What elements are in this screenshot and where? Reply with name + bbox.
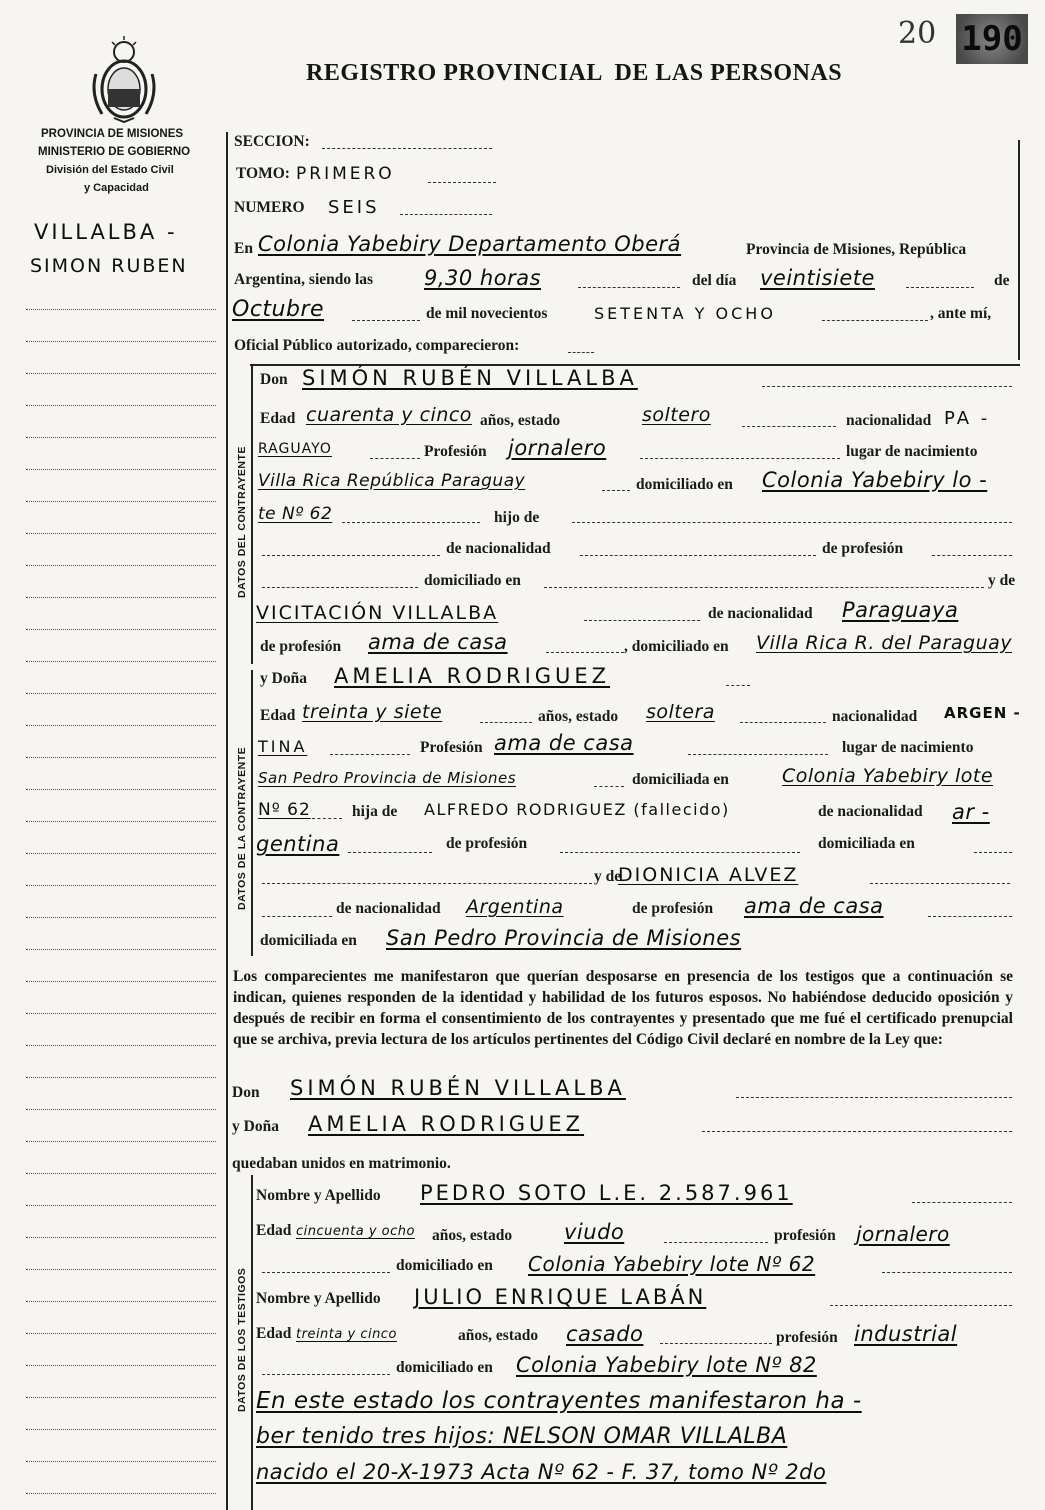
org-line-2: MINISTERIO DE GOBIERNO xyxy=(38,146,191,158)
groom-father-dom-label: domiciliado en xyxy=(424,572,521,589)
bride-address-2: Nº 62 xyxy=(258,800,311,820)
w1-prof-label: profesión xyxy=(774,1227,836,1244)
witness-section-label: DATOS DE LOS TESTIGOS xyxy=(236,1267,248,1412)
groom-address-1: Colonia Yabebiry lo - xyxy=(762,468,988,492)
main-frame-right xyxy=(1018,140,1020,360)
bride-dom-label: domiciliada en xyxy=(632,771,729,788)
w2-prof-label: profesión xyxy=(776,1329,838,1346)
groom-birthplace: Villa Rica República Paraguay xyxy=(258,471,526,491)
groom-nac-1: PA - xyxy=(944,408,991,429)
bride-nac-1: ARGEN - xyxy=(944,704,1021,722)
groom-mother-prof: ama de casa xyxy=(368,630,508,654)
org-line-4: y Capacidad xyxy=(84,182,149,194)
decl-don-label: Don xyxy=(232,1084,260,1101)
groom-mother-name: VICITACIÓN VILLALBA xyxy=(256,602,499,624)
groom-estado: soltero xyxy=(642,404,711,426)
bride-anos-label: años, estado xyxy=(538,708,619,725)
main-frame-left xyxy=(226,132,228,1510)
seccion-label: SECCION: xyxy=(234,133,310,150)
groom-mother-nac-label: de nacionalidad xyxy=(708,605,813,622)
org-line-1: PROVINCIA DE MISIONES xyxy=(41,128,184,140)
w1-dom-label: domiciliado en xyxy=(396,1257,493,1274)
w2-edad-label: Edad xyxy=(256,1325,292,1342)
decl-dona-label: y Doña xyxy=(232,1118,279,1135)
groom-father-nac-label: de nacionalidad xyxy=(446,540,551,557)
de-label: de xyxy=(994,272,1010,289)
groom-name: SIMÓN RUBÉN VILLALBA xyxy=(302,366,638,390)
groom-mother-address: Villa Rica R. del Paraguay xyxy=(756,632,1013,654)
groom-nac-label: nacionalidad xyxy=(846,412,932,429)
bride-father-nac-label: de nacionalidad xyxy=(818,803,923,820)
bride-mother-name: DIONICIA ALVEZ xyxy=(618,864,799,886)
w2-dom-label: domiciliado en xyxy=(396,1359,493,1376)
declaration-text: Los comparecientes me manifestaron que querían desposarse en presencia de los testigos que a continuación se indican, quienes responden de la identidad y habilidad de los futuros esposos. No habiéndose deducido oposición y después de recibir en forma el consentimiento de los contrayentes y presentado que me fué el certificado prenupcial que se archiva, previa lectura de los artículos pertinentes del Código Civil declaré en nombre de la Ley que: xyxy=(233,968,1013,1048)
groom-anos-label: años, estado xyxy=(480,412,561,429)
groom-address-2: te Nº 62 xyxy=(258,504,333,524)
bride-mother-address: San Pedro Provincia de Misiones xyxy=(386,926,742,950)
w2-profession: industrial xyxy=(854,1322,958,1346)
place-value: Colonia Yabebiry Departamento Oberá xyxy=(258,232,682,256)
page-title: REGISTRO PROVINCIAL DE LAS PERSONAS xyxy=(306,60,843,86)
numero-label: NUMERO xyxy=(234,199,305,216)
argentina-text: Argentina, siendo las xyxy=(234,271,374,288)
w1-anos-label: años, estado xyxy=(432,1227,513,1244)
bride-y-de-label: y de xyxy=(594,868,622,885)
bride-dona-label: y Doña xyxy=(260,670,307,687)
bride-nac-2: TINA xyxy=(258,737,308,756)
tomo-value: PRIMERO xyxy=(296,164,395,184)
w2-estado: casado xyxy=(566,1322,644,1346)
bride-age: treinta y siete xyxy=(302,701,443,723)
stamp-number: 190 xyxy=(956,14,1028,64)
bride-lugar-label: lugar de nacimiento xyxy=(842,739,974,756)
w2-name: JULIO ENRIQUE LABÁN xyxy=(414,1285,707,1309)
w2-anos-label: años, estado xyxy=(458,1327,539,1344)
del-dia-label: del día xyxy=(692,272,737,289)
groom-box-left xyxy=(251,364,253,664)
bride-hija-label: hija de xyxy=(352,803,398,820)
bride-mother-nac: Argentina xyxy=(466,896,564,918)
bride-mother-dom-label: domiciliada en xyxy=(260,932,357,949)
en-label: En xyxy=(234,240,253,257)
bride-father: ALFREDO RODRIGUEZ (fallecido) xyxy=(424,800,730,819)
bride-prof-label: Profesión xyxy=(420,739,483,756)
bride-profession: ama de casa xyxy=(494,731,634,755)
w2-address: Colonia Yabebiry lote Nº 82 xyxy=(516,1353,817,1377)
groom-section-label: DATOS DEL CONTRAYENTE xyxy=(236,446,248,598)
groom-mother-nac: Paraguaya xyxy=(842,598,959,622)
bride-father-dom-label: domiciliada en xyxy=(818,835,915,852)
w1-profession: jornalero xyxy=(856,1222,950,1246)
bride-father-nac-1: ar - xyxy=(952,800,990,824)
decl-closing: quedaban unidos en matrimonio. xyxy=(232,1155,451,1172)
bride-address-1: Colonia Yabebiry lote xyxy=(782,765,994,787)
de-mil-label: de mil novecientos xyxy=(426,305,548,322)
bride-nac-label: nacionalidad xyxy=(832,708,918,725)
w1-estado: viudo xyxy=(564,1220,625,1244)
note-line-2: ber tenido tres hijos: NELSON OMAR VILLALBA xyxy=(256,1424,788,1449)
bride-section-label: DATOS DE LA CONTRAYENTE xyxy=(236,746,248,910)
groom-prof-label: Profesión xyxy=(424,443,487,460)
page-number: 20 xyxy=(898,16,937,51)
bride-box-left xyxy=(251,670,253,956)
w1-name: PEDRO SOTO L.E. 2.587.961 xyxy=(420,1181,793,1205)
bride-birthplace: San Pedro Provincia de Misiones xyxy=(258,769,517,787)
groom-profession: jornalero xyxy=(508,436,607,460)
groom-age: cuarenta y cinco xyxy=(306,404,472,426)
bride-father-prof-label: de profesión xyxy=(446,835,528,852)
tomo-label: TOMO: xyxy=(236,165,290,182)
groom-hijo-label: hijo de xyxy=(494,509,540,526)
bride-mother-nac-label: de nacionalidad xyxy=(336,900,441,917)
w1-age: cincuenta y ocho xyxy=(296,1224,415,1239)
decl-bride-name: AMELIA RODRIGUEZ xyxy=(308,1112,585,1136)
year-value: SETENTA Y OCHO xyxy=(594,304,776,323)
witness-box-left xyxy=(251,1175,253,1510)
bride-father-nac-2: gentina xyxy=(256,832,340,856)
hour-value: 9,30 horas xyxy=(424,266,542,290)
decl-groom-name: SIMÓN RUBÉN VILLALBA xyxy=(290,1076,626,1100)
month-value: Octubre xyxy=(232,297,325,322)
coat-of-arms-icon xyxy=(88,34,160,124)
bride-mother-prof-label: de profesión xyxy=(632,900,714,917)
ante-mi-label: , ante mí, xyxy=(930,305,992,322)
w2-age: treinta y cinco xyxy=(296,1327,397,1342)
groom-y-de-label: y de xyxy=(988,572,1016,589)
groom-don-label: Don xyxy=(260,371,288,388)
w2-name-label: Nombre y Apellido xyxy=(256,1290,381,1307)
groom-lugar-label: lugar de nacimiento xyxy=(846,443,978,460)
bride-edad-label: Edad xyxy=(260,707,296,724)
note-line-1: En este estado los contrayentes manifestaron ha - xyxy=(256,1388,862,1414)
w1-edad-label: Edad xyxy=(256,1222,292,1239)
groom-mother-dom-label: , domiciliado en xyxy=(624,638,729,655)
groom-mother-prof-label: de profesión xyxy=(260,638,342,655)
numero-value: SEIS xyxy=(328,197,380,218)
groom-nac-2: RAGUAYO xyxy=(258,441,332,457)
bride-name: AMELIA RODRIGUEZ xyxy=(334,664,611,688)
margin-surname: VILLALBA - xyxy=(34,220,178,244)
groom-dom-label: domiciliado en xyxy=(636,476,733,493)
day-value: veintisiete xyxy=(760,266,875,290)
w1-address: Colonia Yabebiry lote Nº 62 xyxy=(528,1252,816,1276)
org-line-3: División del Estado Civil xyxy=(46,164,174,176)
margin-given-name: SIMON RUBEN xyxy=(30,255,188,277)
provincia-text: Provincia de Misiones, República xyxy=(746,241,967,258)
note-line-3: nacido el 20-X-1973 Acta Nº 62 - F. 37, tomo Nº 2do xyxy=(256,1460,827,1484)
bride-mother-prof: ama de casa xyxy=(744,894,884,918)
groom-father-prof-label: de profesión xyxy=(822,540,904,557)
groom-edad-label: Edad xyxy=(260,410,296,427)
oficial-text: Oficial Público autorizado, comparecieron: xyxy=(234,337,520,354)
w1-name-label: Nombre y Apellido xyxy=(256,1187,381,1204)
bride-estado: soltera xyxy=(646,701,715,723)
